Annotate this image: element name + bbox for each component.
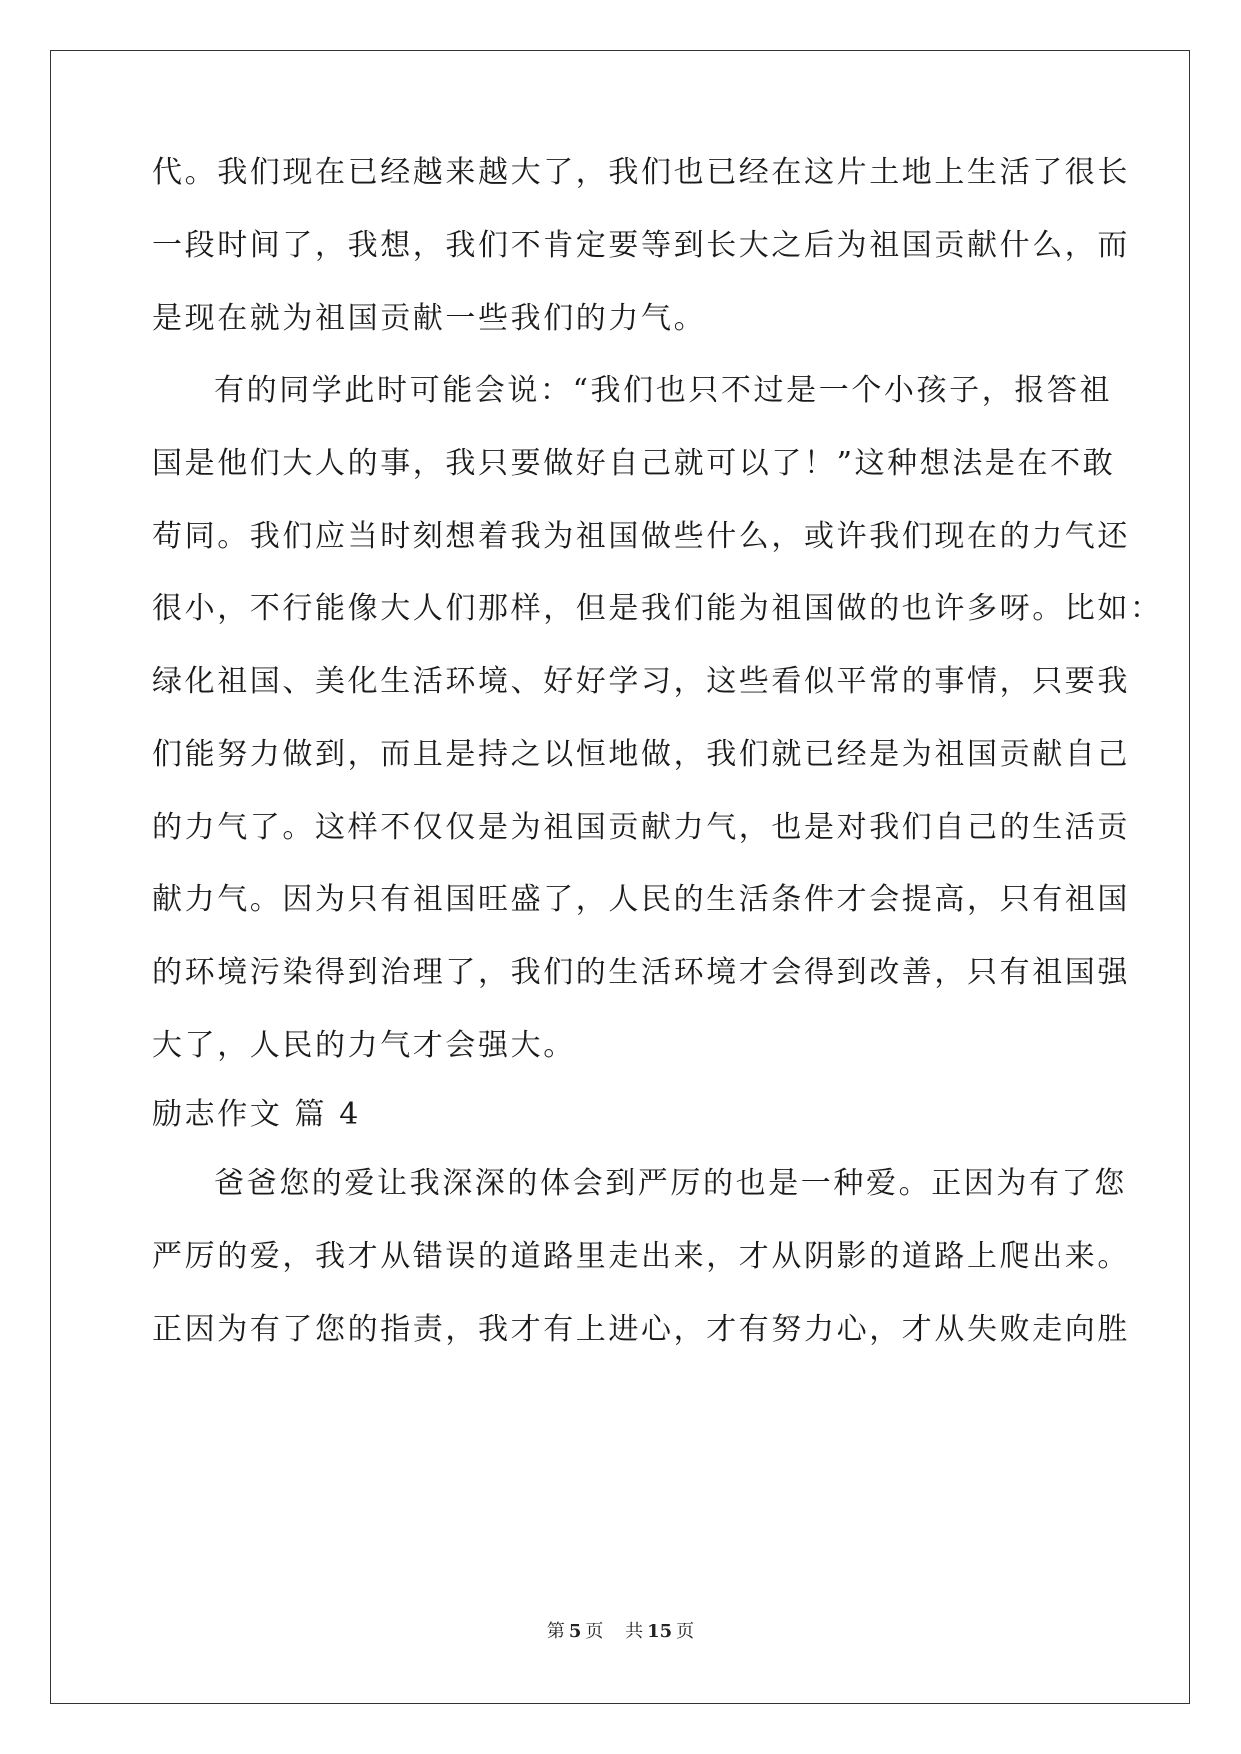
text-line: 一段时间了，我想，我们不肯定要等到长大之后为祖国贡献什么，而 [152, 228, 1130, 263]
total-suffix: 页 [676, 1621, 695, 1642]
page-footer [0, 1620, 1241, 1644]
total-prefix: 共 [625, 1621, 644, 1642]
text-line: 献力气。因为只有祖国旺盛了，人民的生活条件才会提高，只有祖国 [152, 882, 1130, 917]
text-line: 有的同学此时可能会说：“我们也只不过是一个小孩子，报答祖 [214, 373, 1113, 408]
text-line: 很小，不行能像大人们那样，但是我们能为祖国做的也许多呀。比如： [152, 591, 1163, 626]
text-line: 代。我们现在已经越来越大了，我们也已经在这片土地上生活了很长 [152, 155, 1130, 190]
text-line: 的力气了。这样不仅仅是为祖国贡献力气，也是对我们自己的生活贡 [152, 810, 1130, 845]
text-line: 们能努力做到，而且是持之以恒地做，我们就已经是为祖国贡献自己 [152, 737, 1130, 772]
section-heading: 励志作文 篇 4 [152, 1097, 361, 1132]
text-line: 国是他们大人的事，我只要做好自己就可以了！”这种想法是在不敢 [152, 446, 1116, 481]
total-indicator [621, 1621, 698, 1642]
text-line: 是现在就为祖国贡献一些我们的力气。 [152, 301, 707, 336]
page-prefix: 第 [546, 1621, 565, 1642]
text-line: 严厉的爱，我才从错误的道路里走出来，才从阴影的道路上爬出来。 [152, 1239, 1130, 1274]
page-suffix: 页 [585, 1621, 604, 1642]
total-pages: 15 [647, 1621, 673, 1642]
text-line: 爸爸您的爱让我深深的体会到严厉的也是一种爱。正因为有了您 [214, 1166, 1127, 1201]
text-line: 正因为有了您的指责，我才有上进心，才有努力心，才从失败走向胜 [152, 1312, 1130, 1347]
page-indicator [543, 1621, 608, 1642]
page-number: 5 [568, 1621, 582, 1642]
text-line: 的环境污染得到治理了，我们的生活环境才会得到改善，只有祖国强 [152, 955, 1130, 990]
text-line: 苟同。我们应当时刻想着我为祖国做些什么，或许我们现在的力气还 [152, 519, 1130, 554]
text-line: 绿化祖国、美化生活环境、好好学习，这些看似平常的事情，只要我 [152, 664, 1130, 699]
text-line: 大了，人民的力气才会强大。 [152, 1028, 576, 1063]
